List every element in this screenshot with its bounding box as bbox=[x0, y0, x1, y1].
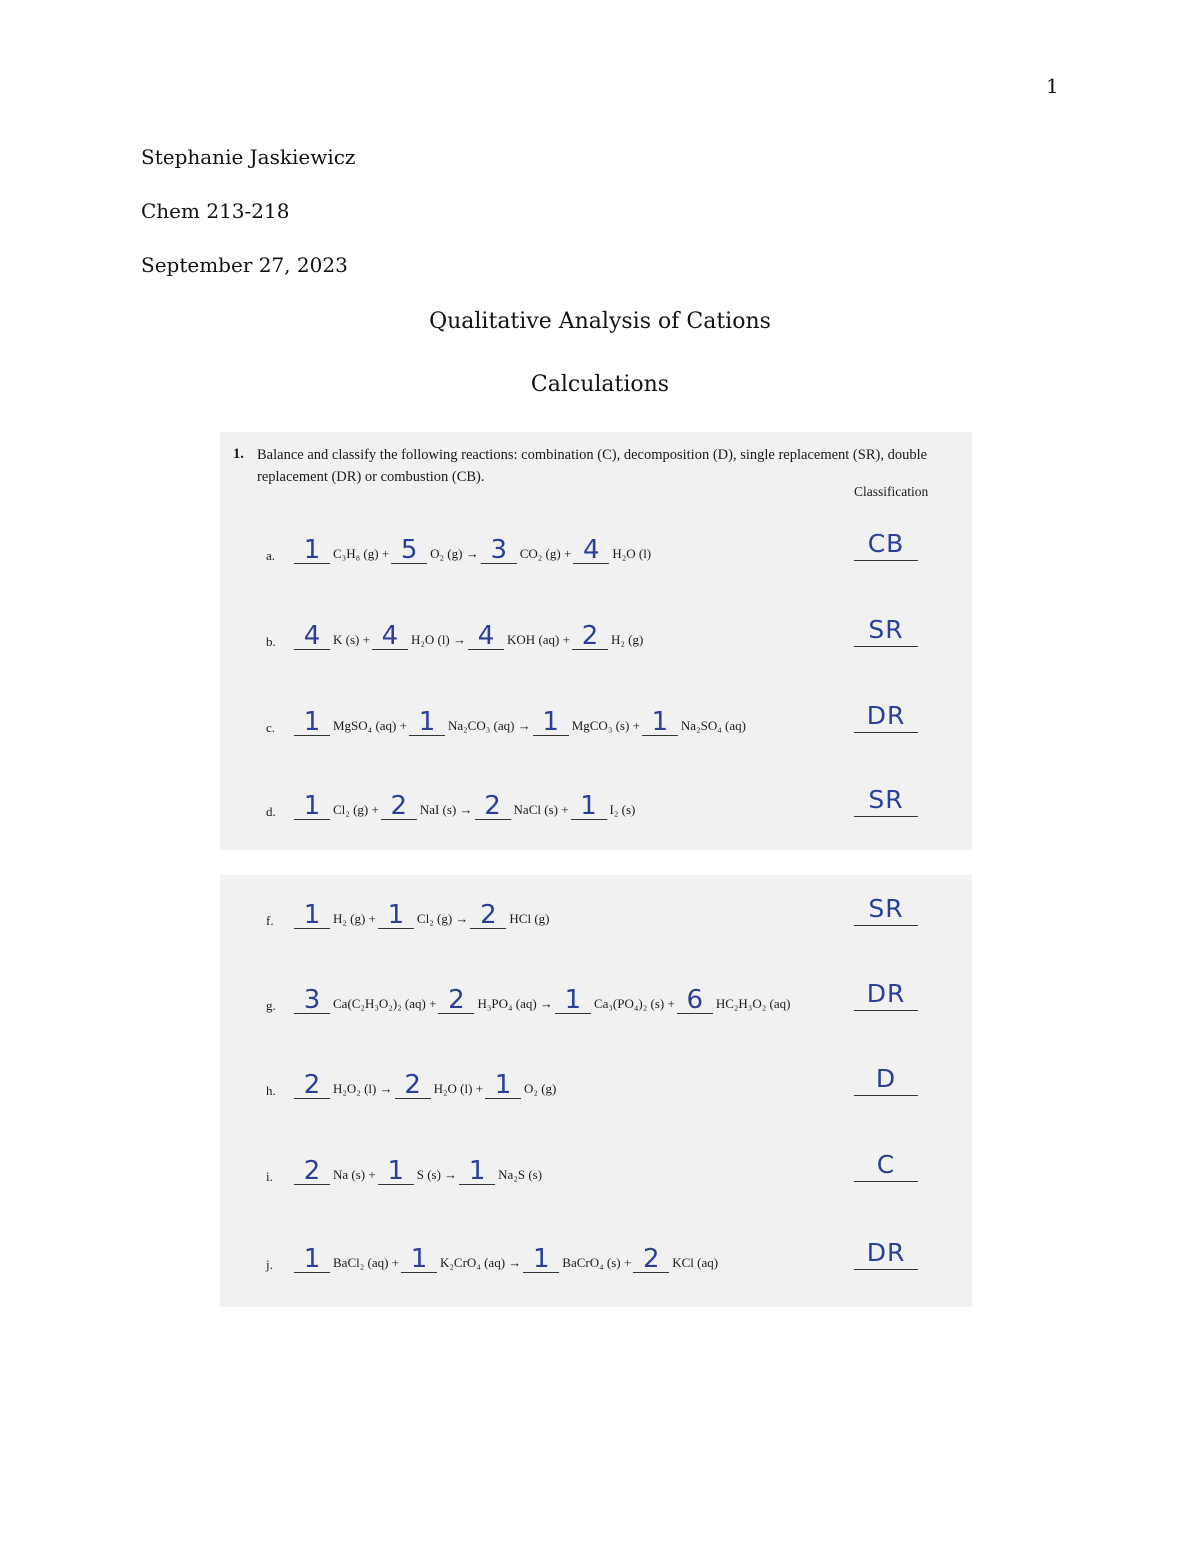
reactant-formula: Cl₂ (g) → bbox=[416, 911, 469, 926]
reaction-letter: f. bbox=[266, 913, 274, 928]
classification-answer[interactable]: SR bbox=[854, 614, 918, 647]
reaction-letter: d. bbox=[266, 804, 276, 819]
product-formula: KOH (aq) + bbox=[507, 632, 570, 647]
reaction-row bbox=[266, 1239, 718, 1273]
course-name: Chem 213-218 bbox=[141, 199, 290, 223]
coefficient-blank[interactable]: 1 bbox=[571, 793, 607, 820]
classification-answer[interactable]: C bbox=[854, 1149, 918, 1182]
coefficient-blank[interactable]: 1 bbox=[294, 902, 330, 929]
reaction-row bbox=[266, 1065, 556, 1099]
reaction-row bbox=[266, 895, 550, 929]
coefficient-blank[interactable]: 2 bbox=[633, 1246, 669, 1273]
reactant-formula: Na (s) + bbox=[333, 1167, 376, 1182]
coefficient-blank[interactable]: 2 bbox=[294, 1072, 330, 1099]
coefficient-blank[interactable]: 2 bbox=[294, 1158, 330, 1185]
classification-answer[interactable]: SR bbox=[854, 784, 918, 817]
reactant-formula: S (s) → bbox=[416, 1167, 458, 1182]
classification-answer[interactable]: DR bbox=[854, 1237, 918, 1270]
reactant-formula: Na₂CO₃ (aq) → bbox=[447, 718, 531, 733]
classification-answer[interactable]: DR bbox=[854, 978, 918, 1011]
worksheet-scan-top bbox=[220, 432, 972, 850]
coefficient-blank[interactable]: 2 bbox=[470, 902, 506, 929]
reaction-letter: c. bbox=[266, 720, 276, 735]
reaction-row bbox=[266, 702, 746, 736]
coefficient-blank[interactable]: 1 bbox=[294, 537, 330, 564]
coefficient-blank[interactable]: 4 bbox=[294, 623, 330, 650]
reaction-letter: g. bbox=[266, 998, 276, 1013]
product-formula: I₂ (s) bbox=[609, 802, 636, 817]
reaction-letter: h. bbox=[266, 1083, 276, 1098]
product-formula: H₂O (l) + bbox=[433, 1081, 484, 1096]
reaction-row bbox=[266, 1151, 542, 1185]
product-formula: BaCrO₄ (s) + bbox=[562, 1255, 632, 1270]
reaction-row bbox=[266, 786, 635, 820]
reaction-letter: i. bbox=[266, 1169, 273, 1184]
coefficient-blank[interactable]: 2 bbox=[395, 1072, 431, 1099]
product-formula: Na₂S (s) bbox=[498, 1167, 543, 1182]
reactant-formula: Ca(C₂H₃O₂)₂ (aq) + bbox=[333, 996, 437, 1011]
coefficient-blank[interactable]: 2 bbox=[438, 987, 474, 1014]
coefficient-blank[interactable]: 1 bbox=[555, 987, 591, 1014]
coefficient-blank[interactable]: 1 bbox=[378, 1158, 414, 1185]
reactant-formula: K (s) + bbox=[333, 632, 370, 647]
coefficient-blank[interactable]: 1 bbox=[401, 1246, 437, 1273]
product-formula: H₂O (l) bbox=[612, 546, 652, 561]
coefficient-blank[interactable]: 1 bbox=[523, 1246, 559, 1273]
product-formula: KCl (aq) bbox=[672, 1255, 719, 1270]
question-number: 1. bbox=[233, 446, 244, 462]
coefficient-blank[interactable]: 1 bbox=[642, 709, 678, 736]
classification-answer[interactable]: CB bbox=[854, 528, 918, 561]
reaction-letter: b. bbox=[266, 634, 276, 649]
coefficient-blank[interactable]: 1 bbox=[294, 793, 330, 820]
question-instruction: Balance and classify the following reactions: combination (C), decomposition (D), single replacement (SR), double replacement (DR) or combustion (CB). bbox=[257, 447, 928, 485]
coefficient-blank[interactable]: 1 bbox=[459, 1158, 495, 1185]
page-number: 1 bbox=[1046, 74, 1059, 98]
coefficient-blank[interactable]: 6 bbox=[677, 987, 713, 1014]
product-formula: H₂ (g) bbox=[610, 632, 644, 647]
coefficient-blank[interactable]: 4 bbox=[573, 537, 609, 564]
reactant-formula: K₂CrO₄ (aq) → bbox=[440, 1255, 522, 1270]
coefficient-blank[interactable]: 5 bbox=[391, 537, 427, 564]
reaction-letter: a. bbox=[266, 548, 276, 563]
author-name: Stephanie Jaskiewicz bbox=[141, 145, 356, 169]
section-title: Calculations bbox=[530, 372, 670, 397]
coefficient-blank[interactable]: 2 bbox=[381, 793, 417, 820]
product-formula: O₂ (g) bbox=[524, 1081, 557, 1096]
reactant-formula: H₂O₂ (l) → bbox=[333, 1081, 393, 1096]
document-title: Qualitative Analysis of Cations bbox=[429, 309, 771, 334]
classification-answer[interactable]: D bbox=[854, 1063, 918, 1096]
classification-answer[interactable]: DR bbox=[854, 700, 918, 733]
coefficient-blank[interactable]: 3 bbox=[481, 537, 517, 564]
coefficient-blank[interactable]: 1 bbox=[533, 709, 569, 736]
coefficient-blank[interactable]: 4 bbox=[372, 623, 408, 650]
coefficient-blank[interactable]: 1 bbox=[378, 902, 414, 929]
document-date: September 27, 2023 bbox=[141, 253, 348, 277]
product-formula: Na₂SO₄ (aq) bbox=[680, 718, 746, 733]
coefficient-blank[interactable]: 3 bbox=[294, 987, 330, 1014]
product-formula: NaCl (s) + bbox=[513, 802, 569, 817]
reactant-formula: H₂O (l) → bbox=[410, 632, 467, 647]
reactant-formula: H₃PO₄ (aq) → bbox=[477, 996, 553, 1011]
coefficient-blank[interactable]: 2 bbox=[475, 793, 511, 820]
worksheet-scan-bottom bbox=[220, 875, 972, 1307]
reactant-formula: Cl₂ (g) + bbox=[333, 802, 379, 817]
product-formula: HC₂H₃O₂ (aq) bbox=[715, 996, 791, 1011]
coefficient-blank[interactable]: 1 bbox=[409, 709, 445, 736]
reaction-row bbox=[266, 530, 651, 564]
classification-header: Classification bbox=[854, 484, 929, 499]
reactant-formula: O₂ (g) → bbox=[430, 546, 479, 561]
product-formula: CO₂ (g) + bbox=[519, 546, 572, 561]
coefficient-blank[interactable]: 1 bbox=[485, 1072, 521, 1099]
product-formula: HCl (g) bbox=[509, 911, 550, 926]
reactant-formula: C₃H₈ (g) + bbox=[333, 546, 390, 561]
classification-answer[interactable]: SR bbox=[854, 893, 918, 926]
coefficient-blank[interactable]: 1 bbox=[294, 1246, 330, 1273]
reactant-formula: MgSO₄ (aq) + bbox=[333, 718, 407, 733]
product-formula: Ca₃(PO₄)₂ (s) + bbox=[593, 996, 675, 1011]
reactant-formula: H₂ (g) + bbox=[333, 911, 376, 926]
coefficient-blank[interactable]: 1 bbox=[294, 709, 330, 736]
reaction-letter: j. bbox=[266, 1257, 273, 1272]
reaction-row bbox=[266, 616, 643, 650]
coefficient-blank[interactable]: 2 bbox=[572, 623, 608, 650]
reactant-formula: BaCl₂ (aq) + bbox=[333, 1255, 400, 1270]
reactant-formula: NaI (s) → bbox=[419, 802, 473, 817]
product-formula: MgCO₃ (s) + bbox=[571, 718, 640, 733]
reaction-row bbox=[266, 980, 790, 1014]
coefficient-blank[interactable]: 4 bbox=[468, 623, 504, 650]
